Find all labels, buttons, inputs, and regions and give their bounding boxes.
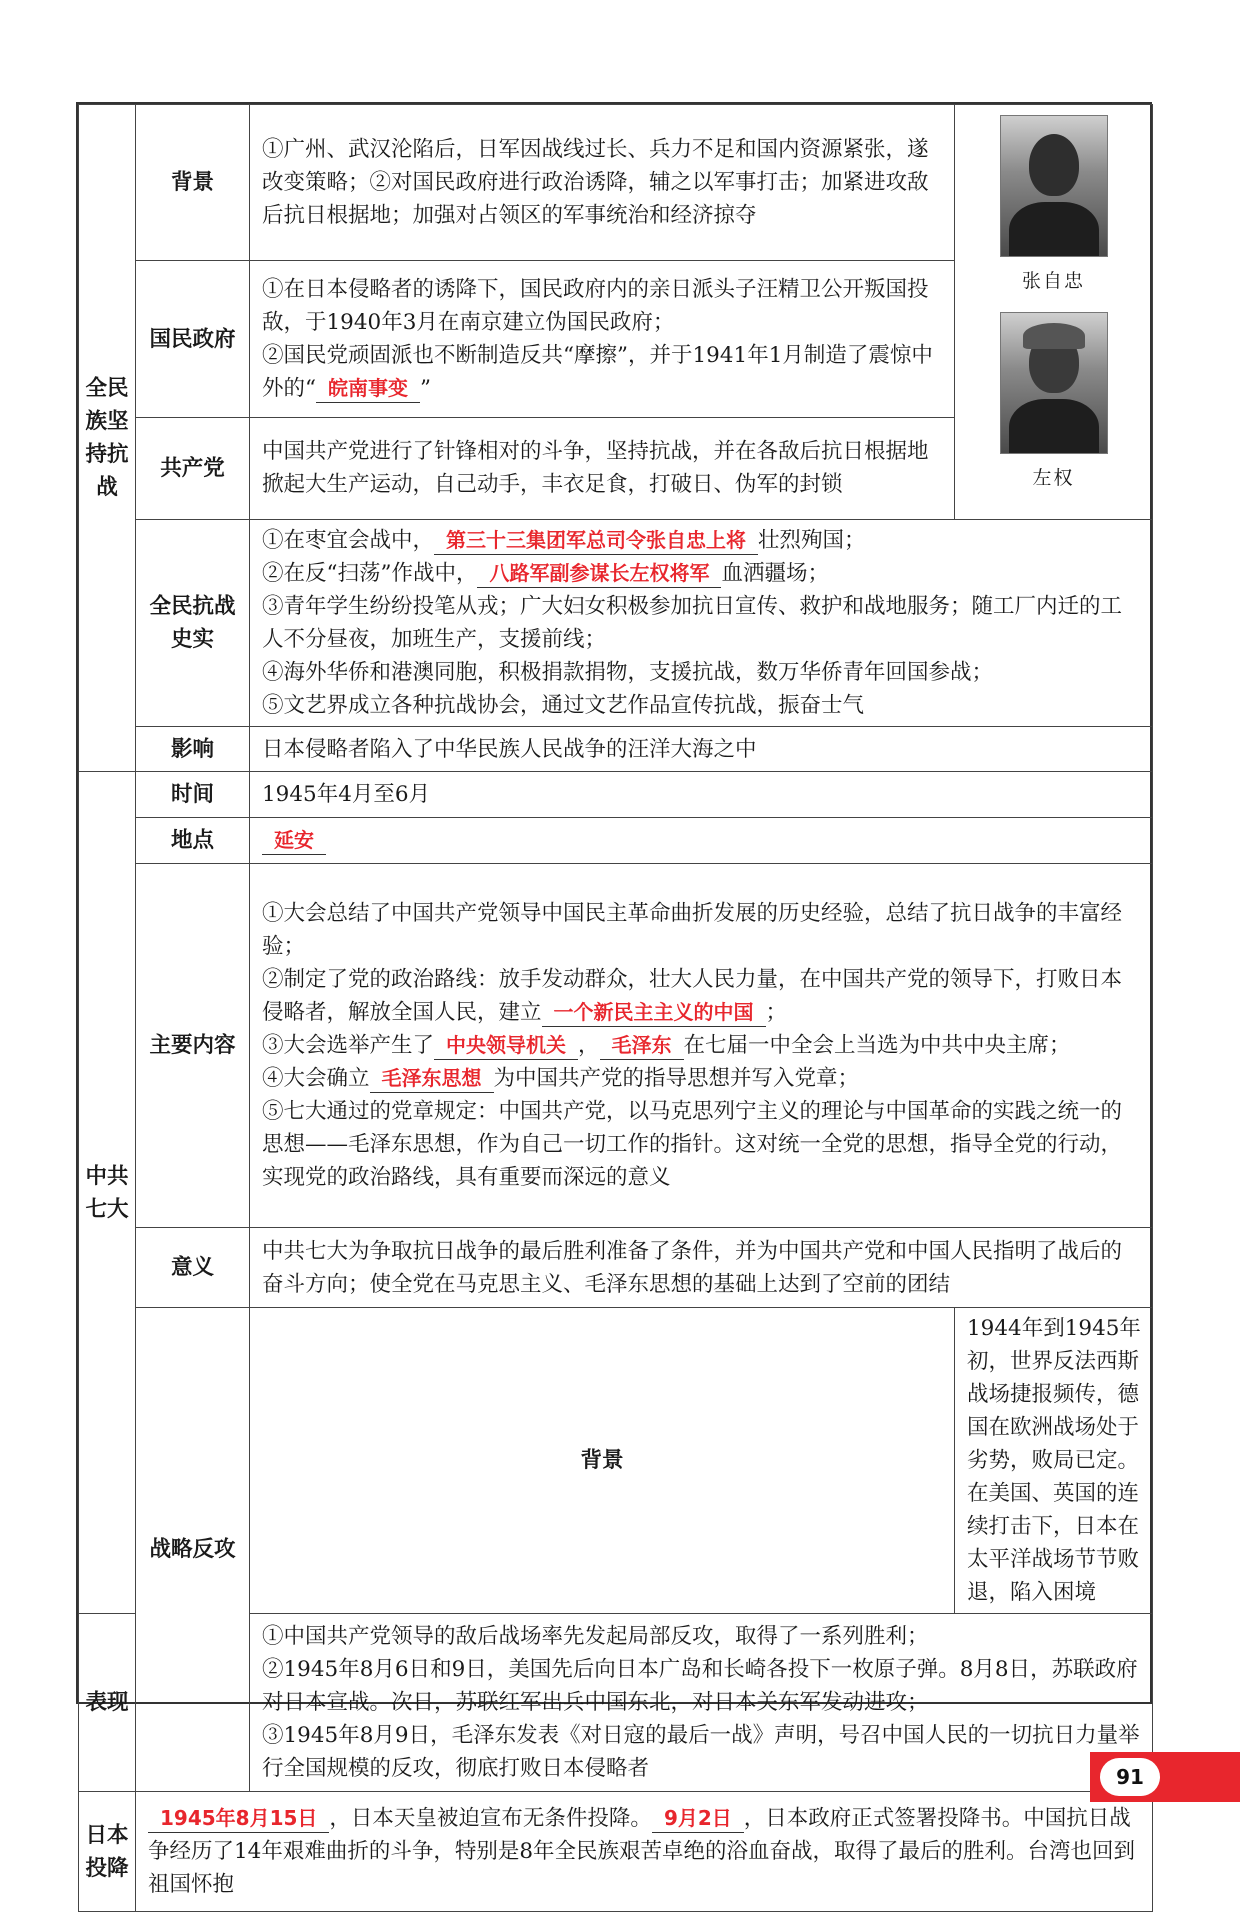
label-performance: 表现 [79,1614,136,1792]
label-place: 地点 [136,818,250,864]
answer-zhang-zizhong: 第三十三集团军总司令张自忠上将 [434,526,758,555]
answer-yanan: 延安 [262,826,326,855]
caption-zhang-zizhong: 张自忠 [1021,270,1085,292]
answer-mao-zedong: 毛泽东 [600,1031,684,1060]
label-background-1: 背景 [136,105,250,261]
gmd-line-2: ②国民党顽固派也不断制造反共“摩擦”，并于1941年1月制造了震惊中外的“ 皖南事变 ” [262,343,933,402]
content-line-1: ①大会总结了中国共产党领导中国民主革命曲折发展的历史经验，总结了抗日战争的丰富经验； [262,901,1123,959]
text-place [250,818,1153,864]
answer-wannan-incident: 皖南事变 [316,374,420,403]
text-resistance-facts [250,520,1153,727]
answer-central-leadership: 中央领导机关 [434,1031,578,1060]
photo-zuo-quan [1000,312,1108,454]
facts-line-5: ⑤文艺界成立各种抗战协会，通过文艺作品宣传抗战，振奋士气 [262,693,865,718]
content-line-5: ⑤七大通过的党章规定：中国共产党，以马克思列宁主义的理论与中国革命的实践之统一的思想——毛泽东思想，作为自己一切工作的指针。这对统一全党的思想，指导全党的行动，实现党的政治路线，具有重要而深远的意义 [262,1099,1123,1190]
text-background-3: 1944年到1945年初，世界反法西斯战场捷报频传，德国在欧洲战场处于劣势，败局已定。在美国、英国的连续打击下，日本在太平洋战场节节败退，陷入困境 [955,1308,1153,1614]
text-surrender: 1945年8月15日 ，日本天皇被迫宣布无条件投降。 9月2日 ，日本政府正式签署投降书。中国抗日战争经历了14年艰难曲折的斗争，特别是8年全民族艰苦卓绝的浴血奋战，取得了最后的胜利。台湾也回到祖国怀抱 [136,1792,1153,1912]
section-title-7th-congress: 中共七大 [79,772,136,1614]
text-main-content [250,864,1153,1228]
gmd-line-1: ①在日本侵略者的诱降下，国民政府内的亲日派头子汪精卫公开叛国投敌，于1940年3月在南京建立伪国民政府； [262,277,929,336]
caption-zuo-quan: 左权 [1032,467,1075,489]
facts-line-1: ①在枣宜会战中， 第三十三集团军总司令张自忠上将 壮烈殉国； [262,528,866,553]
text-impact: 日本侵略者陷入了中华民族人民战争的汪洋大海之中 [250,727,1153,772]
label-main-content: 主要内容 [136,864,250,1228]
perf-line-2: ②1945年8月6日和9日，美国先后向日本广岛和长崎各投下一枚原子弹。8月8日，苏联政府对日本宣战。次日，苏联红军出兵中国东北，对日本关东军发动进攻； [262,1657,1138,1715]
label-background-3: 背景 [250,1308,955,1614]
page-number-badge [1090,1752,1240,1802]
label-resistance-facts: 全民抗战史实 [136,520,250,727]
answer-mao-zedong-thought: 毛泽东思想 [370,1064,494,1093]
label-time: 时间 [136,772,250,818]
label-impact: 影响 [136,727,250,772]
text-background-1: ①广州、武汉沦陷后，日军因战线过长、兵力不足和国内资源紧张，遂改变策略；②对国民政府进行政治诱降，辅之以军事打击；加紧进攻敌后抗日根据地；加强对占领区的军事统治和经济掠夺 [250,105,955,261]
label-communist-party: 共产党 [136,417,250,519]
knowledge-table [78,104,1153,1912]
photo-column [955,105,1153,520]
answer-aug-15: 1945年8月15日 [148,1804,329,1833]
facts-line-2: ②在反“扫荡”作战中， 八路军副参谋长左权将军 血洒疆场； [262,561,829,586]
section-title-surrender: 日本投降 [79,1792,136,1912]
perf-line-1: ①中国共产党领导的敌后战场率先发起局部反攻，取得了一系列胜利； [262,1624,929,1649]
perf-line-3: ③1945年8月9日，毛泽东发表《对日寇的最后一战》声明，号召中国人民的一切抗日力量举行全国规模的反攻，彻底打败日本侵略者 [262,1723,1140,1781]
label-nationalist-government: 国民政府 [136,261,250,417]
content-line-2: ②制定了党的政治路线：放手发动群众，壮大人民力量，在中国共产党的领导下，打败日本侵略者，解放全国人民，建立 一个新民主主义的中国 ； [262,967,1123,1025]
facts-line-3: ③青年学生纷纷投笔从戎；广大妇女积极参加抗日宣传、救护和战地服务；随工厂内迁的工人不分昼夜，加班生产，支援前线； [262,594,1123,652]
section-title-counteroffensive: 战略反攻 [136,1308,250,1792]
text-meaning: 中共七大为争取抗日战争的最后胜利准备了条件，并为中国共产党和中国人民指明了战后的奋斗方向；使全党在马克思主义、毛泽东思想的基础上达到了空前的团结 [250,1228,1153,1308]
content-line-4: ④大会确立 毛泽东思想 为中国共产党的指导思想并写入党章； [262,1066,860,1091]
content-line-3: ③大会选举产生了 中央领导机关 ， 毛泽东 在七届一中全会上当选为中共中央主席； [262,1033,1071,1058]
text-time: 1945年4月至6月 [250,772,1153,818]
section-title-resistance: 全民族坚持抗战 [79,105,136,772]
page-number: 91 [1100,1758,1160,1796]
label-meaning: 意义 [136,1228,250,1308]
answer-new-democratic-china: 一个新民主主义的中国 [542,998,766,1027]
text-nationalist-government [250,261,955,417]
answer-sep-2: 9月2日 [652,1804,744,1833]
facts-line-4: ④海外华侨和港澳同胞，积极捐款捐物，支援抗战，数万华侨青年回国参战； [262,660,994,685]
photo-zhang-zizhong [1000,115,1108,257]
text-performance [250,1614,1153,1792]
answer-zuo-quan: 八路军副参谋长左权将军 [477,559,721,588]
text-communist-party: 中国共产党进行了针锋相对的斗争，坚持抗战，并在各敌后抗日根据地掀起大生产运动，自己动手，丰衣足食，打破日、伪军的封锁 [250,417,955,519]
